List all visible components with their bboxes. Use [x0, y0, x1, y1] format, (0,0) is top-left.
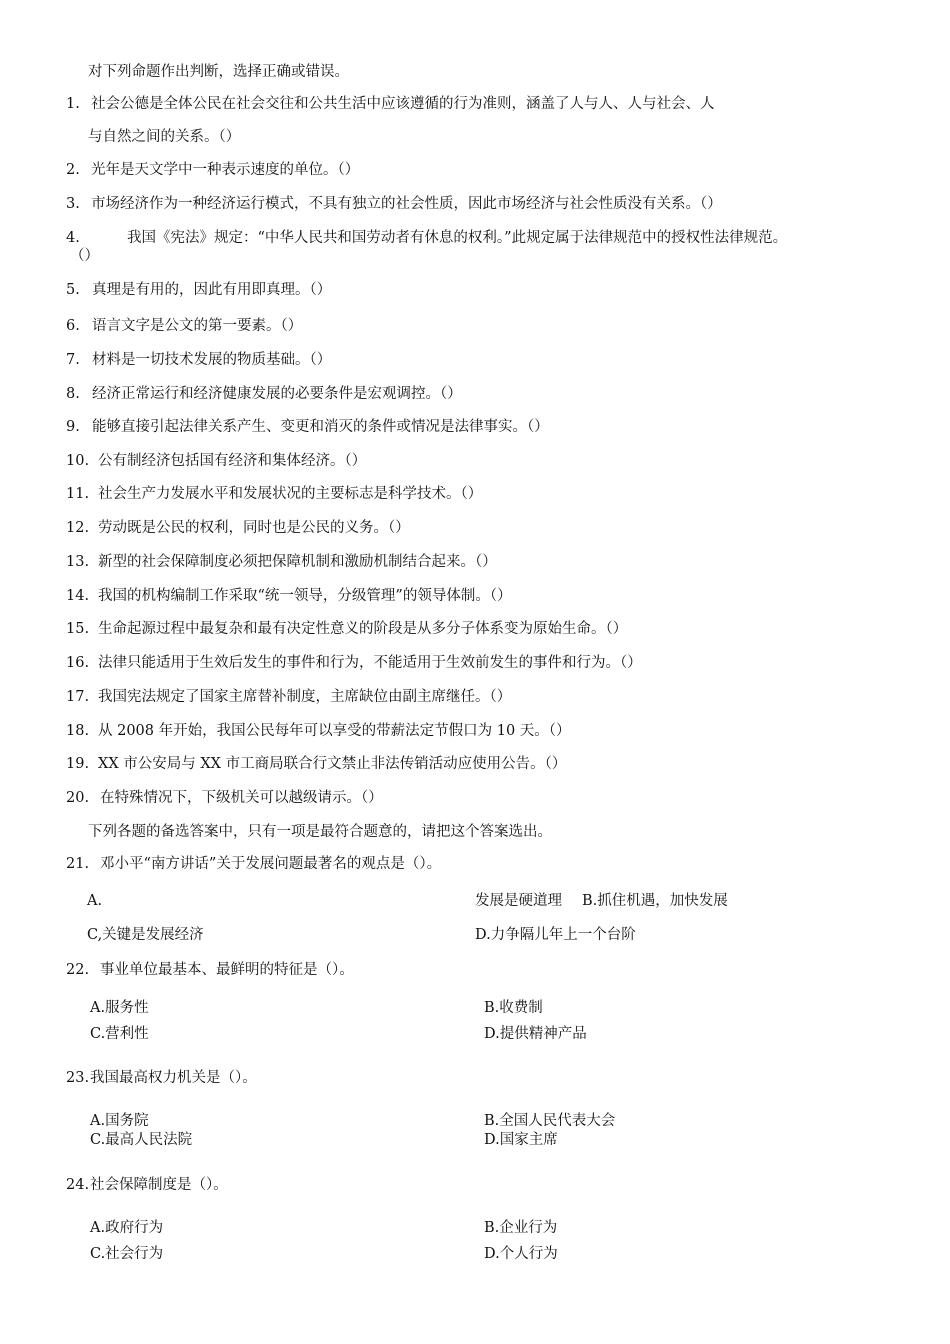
question-number: 19. [66, 756, 90, 772]
option-a: A.国务院 [90, 1113, 149, 1129]
question-text: 生命起源过程中最复杂和最有决定性意义的阶段是从多分子体系变为原始生命。（） [98, 621, 628, 637]
question-number: 24. [66, 1177, 90, 1193]
question-text: 从 2008 年开始，我国公民每年可以享受的带薪法定节假口为 10 天。（） [98, 723, 571, 739]
option-b: B.抓住机遇，加快发展 [582, 893, 728, 909]
question-number: 20. [66, 790, 90, 806]
question-number: 7. [66, 352, 80, 368]
question-number: 14. [66, 588, 90, 604]
option-d: D.力争隔儿年上一个台阶 [475, 927, 636, 943]
question-number: 3. [66, 196, 80, 212]
question-text: 在特殊情况下，下级机关可以越级请示。（） [100, 790, 383, 806]
question-number: 16. [66, 655, 90, 671]
option-c: C.最高人民法院 [90, 1132, 193, 1148]
option-b: B.企业行为 [484, 1220, 558, 1236]
question-number: 22. [66, 962, 90, 978]
question-text: 社会公德是全体公民在社会交往和公共生活中应该遵循的行为准则，涵盖了人与人、人与社会、人 [91, 96, 715, 112]
option-d: D.个人行为 [484, 1246, 558, 1262]
option-c: C.社会行为 [90, 1246, 164, 1262]
question-number: 17. [66, 689, 90, 705]
question-text: 材料是一切技术发展的物质基础。（） [92, 352, 332, 368]
question-text-cont: 与自然之间的关系。（） [88, 129, 241, 145]
question-text: 新型的社会保障制度必须把保障机制和激励机制结合起来。（） [98, 554, 497, 570]
question-text: 事业单位最基本、最鲜明的特征是（）。 [100, 962, 354, 978]
question-text: 我国的机构编制工作采取“统一领导，分级管理”的领导体制。（） [98, 588, 512, 604]
question-number: 13. [66, 554, 90, 570]
section-intro: 对下列命题作出判断，选择正确或错误。 [88, 64, 349, 80]
question-text: XX 市公安局与 XX 市工商局联合行文禁止非法传销活动应使用公告。（） [98, 756, 567, 772]
question-number: 9. [66, 419, 80, 435]
question-text: 光年是天文学中一种表示速度的单位。（） [91, 162, 360, 178]
question-text: 法律只能适用于生效后发生的事件和行为，不能适用于生效前发生的事件和行为。（） [98, 655, 642, 671]
question-text: 我国宪法规定了国家主席替补制度，主席缺位由副主席继任。（） [98, 689, 512, 705]
section-intro-2: 下列各题的备选答案中，只有一项是最符合题意的，请把这个答案选出。 [88, 824, 552, 840]
question-number: 21. [66, 856, 90, 872]
option-a: A.服务性 [90, 1000, 149, 1016]
option-a-text: 发展是硬道理 [475, 893, 562, 909]
question-number: 15. [66, 621, 90, 637]
question-number: 10. [66, 453, 90, 469]
question-text-cont: （） [70, 248, 99, 264]
question-text: 我国最高权力机关是（）。 [90, 1070, 257, 1086]
option-c: C,关键是发展经济 [87, 927, 204, 943]
question-text: 社会保障制度是（）。 [90, 1177, 228, 1193]
option-c: C.营利性 [90, 1026, 149, 1042]
question-number: 11. [66, 486, 90, 502]
question-text: 劳动既是公民的权利，同时也是公民的义务。（） [98, 520, 410, 536]
option-a: A. [87, 893, 103, 909]
question-number: 8. [66, 386, 80, 402]
option-a: A.政府行为 [90, 1220, 164, 1236]
option-d: D.提供精神产品 [484, 1026, 587, 1042]
question-text: 我国《宪法》规定：“中华人民共和国劳动者有休息的权利。”此规定属于法律规范中的授权性法律规范。 [127, 230, 788, 246]
question-text: 经济正常运行和经济健康发展的必要条件是宏观调控。（） [92, 386, 462, 402]
question-number: 5. [66, 282, 80, 298]
question-text: 语言文字是公文的第一要素。（） [92, 318, 303, 334]
question-text: 能够直接引起法律关系产生、变更和消灭的条件或情况是法律事实。（） [92, 419, 549, 435]
question-text: 公有制经济包括国有经济和集体经济。（） [98, 453, 367, 469]
question-number: 18. [66, 723, 90, 739]
question-number: 12. [66, 520, 90, 536]
question-text: 社会生产力发展水平和发展状况的主要标志是科学技术。（） [98, 486, 483, 502]
question-number: 6. [66, 318, 80, 334]
question-number: 1. [66, 96, 80, 112]
question-number: 4. [66, 230, 80, 246]
question-text: 邓小平“南方讲话”关于发展问题最著名的观点是（）。 [100, 856, 442, 872]
question-number: 2. [66, 162, 80, 178]
option-d: D.国家主席 [484, 1132, 558, 1148]
option-b: B.全国人民代表大会 [484, 1113, 616, 1129]
question-text: 市场经济作为一种经济运行模式，不具有独立的社会性质，因此市场经济与社会性质没有关系。（） [91, 196, 722, 212]
option-b: B.收费制 [484, 1000, 543, 1016]
question-number: 23. [66, 1070, 90, 1086]
question-text: 真理是有用的，因此有用即真理。（） [92, 282, 332, 298]
